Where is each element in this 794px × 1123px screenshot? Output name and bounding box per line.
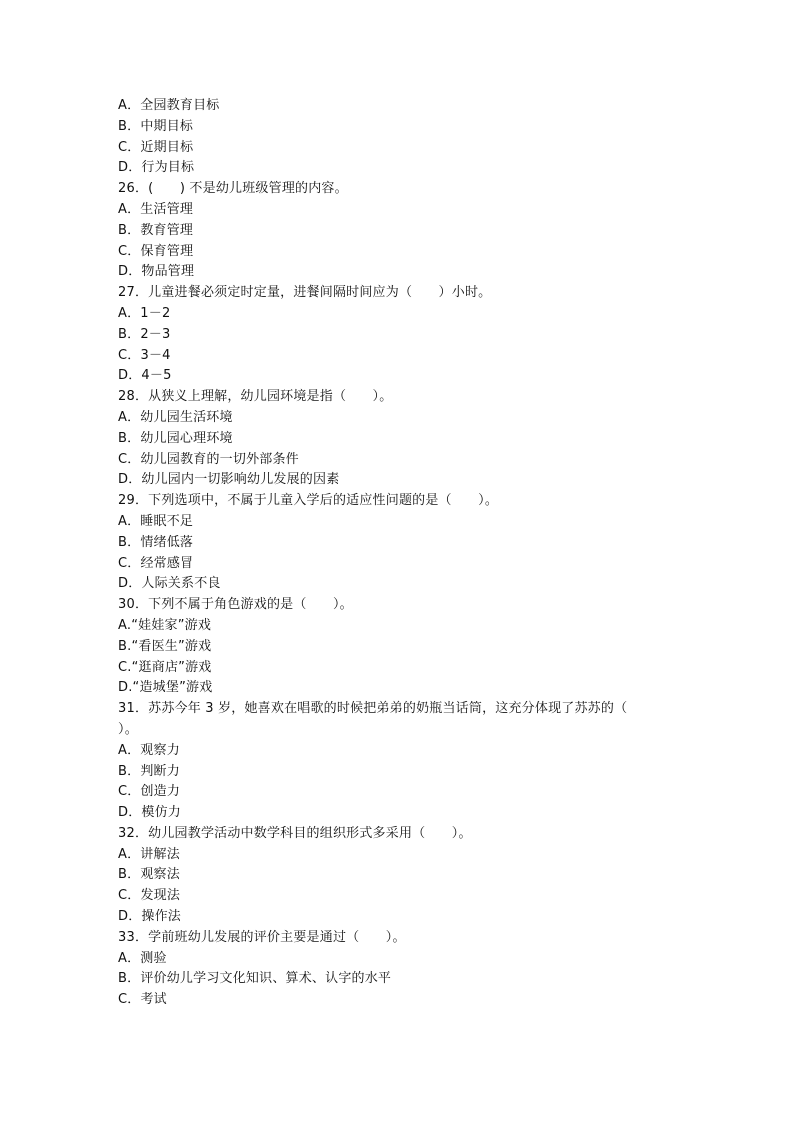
option-line: C．幼儿园教育的一切外部条件 [118,451,299,467]
option-line: B．评价幼儿学习文化知识、算术、认字的水平 [118,971,392,987]
option-line: C．保育管理 [118,243,194,259]
option-line: A．全园教育目标 [118,98,220,113]
option-line: D．模仿力 [118,805,182,821]
option-line: B．判断力 [118,763,180,779]
option-line: D.“造城堡”游戏 [118,680,213,696]
question-line: 28．从狭义上理解，幼儿园环境是指（ ）。 [118,389,393,405]
option-line: D．行为目标 [118,160,195,176]
option-line: B.“看医生”游戏 [118,638,212,654]
option-line: D．4－5 [118,368,172,384]
question-line: 30．下列不属于角色游戏的是（ ）。 [118,597,353,613]
option-line: D．操作法 [118,909,182,925]
option-line: A．生活管理 [118,201,194,217]
question-line: 27．儿童进餐必须定时定量，进餐间隔时间应为（ ）小时。 [118,285,492,301]
question-line: 29．下列选项中，不属于儿童入学后的适应性问题的是（ ）。 [118,493,499,509]
question-line: 33．学前班幼儿发展的评价主要是通过（ ）。 [118,929,406,945]
question-line: ）。 [118,721,138,737]
option-line: A．观察力 [118,742,180,758]
option-line: A.“娃娃家”游戏 [118,617,212,633]
question-list [118,96,678,1011]
option-line: B．幼儿园心理环境 [118,430,233,446]
question-line: 31．苏苏今年 3 岁，她喜欢在唱歌的时候把弟弟的奶瓶当话筒，这充分体现了苏苏的（ [118,701,628,717]
option-line: C．近期目标 [118,139,194,155]
option-line: C．考试 [118,992,167,1008]
option-line: D．人际关系不良 [118,576,221,592]
option-line: A．讲解法 [118,846,180,862]
option-line: A．1－2 [118,305,171,321]
option-line: C.“逛商店”游戏 [118,659,212,675]
option-line: C．创造力 [118,784,181,800]
option-line: A．幼儿园生活环境 [118,409,233,425]
option-line: B．观察法 [118,867,180,883]
option-line: B．教育管理 [118,222,194,238]
option-line: C．经常感冒 [118,555,194,571]
option-line: A．测验 [118,950,167,966]
option-line: D．物品管理 [118,264,195,280]
option-line: C．发现法 [118,888,181,904]
option-line: B．2－3 [118,326,171,342]
option-line: C．3－4 [118,347,171,363]
question-line: 32．幼儿园教学活动中数学科目的组织形式多采用（ ）。 [118,825,472,841]
option-line: D．幼儿园内一切影响幼儿发展的因素 [118,472,340,488]
option-line: A．睡眠不足 [118,513,194,529]
option-line: B．中期目标 [118,118,194,134]
question-line: 26．( ) 不是幼儿班级管理的内容。 [118,181,348,197]
option-line: B．情绪低落 [118,534,194,550]
